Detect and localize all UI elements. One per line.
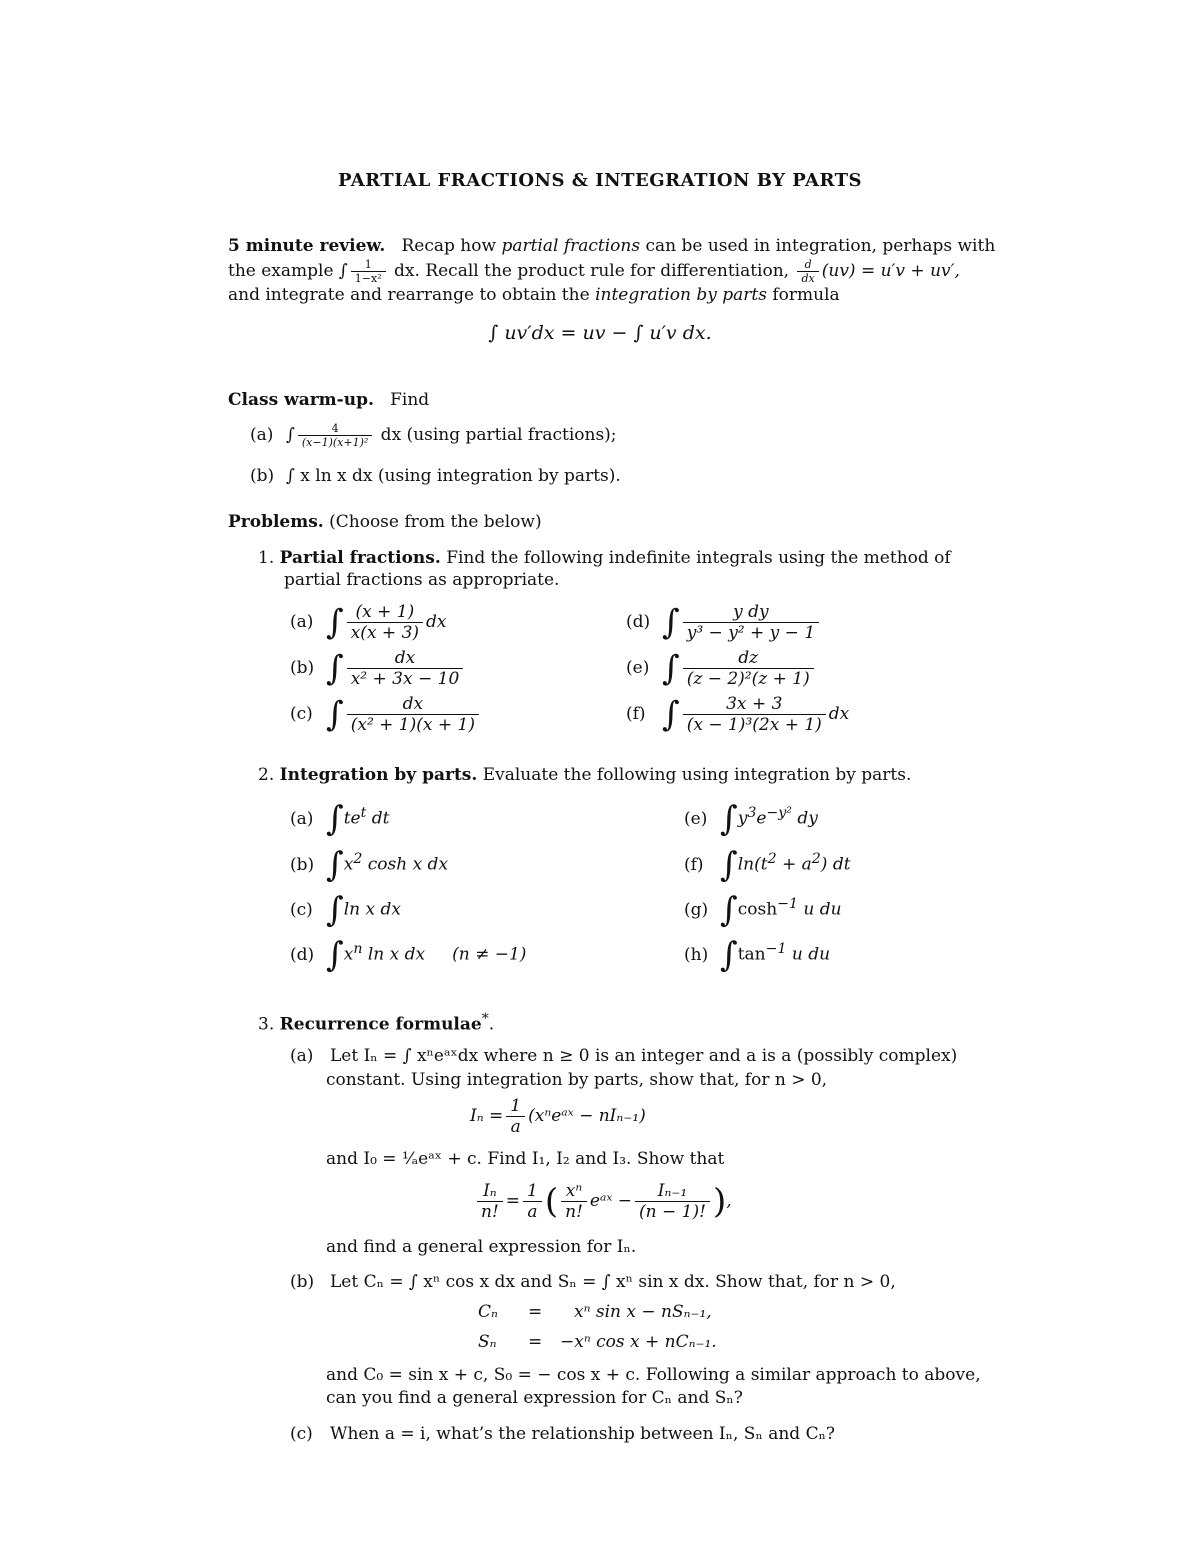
integrand-tail: u du — [786, 944, 831, 965]
integral-sign: ∫ — [326, 799, 344, 839]
fraction-denominator: x² + 3x − 10 — [347, 668, 464, 689]
integrand-fraction — [683, 694, 826, 735]
integral-sign: ∫ — [720, 799, 738, 839]
integrand: x — [343, 854, 354, 875]
exponent: 2 — [353, 850, 363, 867]
p2-item-c — [290, 890, 401, 930]
review-text: can be used in integration, perhaps with — [640, 236, 996, 256]
fraction-denominator: 1−x² — [351, 271, 386, 285]
integrand-tail: ln x dx (n ≠ −1) — [362, 944, 527, 965]
integral-sign: ∫ — [326, 694, 344, 735]
fraction-numerator: Iₙ — [483, 1181, 497, 1201]
p1-item-f — [626, 694, 849, 735]
integral-sign: ∫ — [720, 845, 738, 885]
example-fraction — [351, 258, 386, 285]
integral-sign: ∫ — [720, 890, 738, 930]
p3b-eq2-rhs: −xⁿ cos x + nCₙ₋₁. — [560, 1332, 717, 1352]
problem-heading: Partial fractions. — [279, 548, 441, 568]
fraction-numerator: xⁿ — [565, 1181, 583, 1201]
p3b-eq2-equals: = — [528, 1332, 543, 1352]
differential: dx — [426, 612, 447, 632]
review-text: and integrate and rearrange to obtain the — [228, 285, 596, 305]
warmup-item-b — [250, 466, 621, 486]
exponent: n — [353, 940, 363, 957]
integrand: te — [343, 808, 361, 829]
integrand-fraction — [683, 602, 819, 643]
problem-text: When a = i, what’s the relationship between Iₙ, Sₙ and Cₙ? — [330, 1424, 836, 1444]
exponent: 2 — [811, 850, 821, 867]
p1-item-c — [290, 694, 482, 735]
item-label: (c) — [290, 704, 313, 724]
problem-1-line-2: partial fractions as appropriate. — [284, 570, 560, 590]
left-paren: ( — [544, 1181, 559, 1222]
fraction-denominator: n! — [477, 1201, 503, 1222]
p3b-eq1-rhs: xⁿ sin x − nSₙ₋₁, — [574, 1302, 712, 1322]
fraction-denominator: (x − 1)³(2x + 1) — [683, 714, 826, 735]
item-label: (a) — [290, 1046, 314, 1066]
derivative-fraction — [797, 258, 818, 285]
p1-item-b — [290, 648, 466, 689]
fraction-numerator: 1 — [510, 1096, 522, 1116]
integrand: x — [343, 944, 354, 965]
fraction-denominator: x(x + 3) — [347, 622, 423, 643]
integrand: ln(t — [737, 854, 768, 875]
problem-2-line — [258, 765, 911, 785]
item-label: (c) — [290, 899, 313, 920]
warmup-line — [228, 390, 429, 410]
integrand-tail: e — [756, 808, 767, 829]
item-label: (d) — [626, 612, 651, 632]
fraction-denominator: y³ − y² + y − 1 — [683, 622, 819, 643]
exponent: 3 — [747, 804, 757, 821]
integrand-fraction — [683, 648, 814, 689]
p3b-line-1 — [290, 1272, 896, 1292]
exponent: −1 — [765, 940, 787, 957]
item-label: (a) — [290, 612, 314, 632]
exponent: t — [360, 804, 367, 821]
equation-fraction — [635, 1181, 710, 1222]
fraction-numerator: (x + 1) — [355, 602, 415, 622]
p2-item-b — [290, 845, 449, 885]
p2-item-f — [684, 845, 851, 885]
p2-item-e — [684, 799, 818, 839]
problem-number: 3. — [258, 1014, 275, 1035]
p3b-line-2: and C₀ = sin x + c, S₀ = − cos x + c. Following a similar approach to above, — [326, 1365, 981, 1385]
integrand-tail: dt — [366, 808, 390, 829]
fraction-denominator: n! — [561, 1201, 587, 1222]
p3a-line-1 — [290, 1046, 957, 1066]
equation-lhs: Iₙ = — [470, 1106, 504, 1126]
integrand-fraction — [347, 602, 423, 643]
fraction-numerator: dx — [394, 648, 416, 668]
problem-text: Let Cₙ = ∫ xⁿ cos x dx and Sₙ = ∫ xⁿ sin x dx. Show that, for n > 0, — [330, 1272, 896, 1292]
fraction-numerator: 3x + 3 — [726, 694, 783, 714]
integral-sign: ∫ — [720, 935, 738, 975]
item-label: (f) — [684, 854, 704, 875]
problems-subtitle: (Choose from the below) — [329, 512, 542, 532]
integral-sign: ∫ — [662, 694, 680, 735]
p2-item-h — [684, 935, 831, 975]
item-label: (b) — [290, 658, 315, 678]
integrand: y — [737, 808, 748, 829]
p3a-line-2: constant. Using integration by parts, show that, for n > 0, — [326, 1070, 828, 1090]
p1-item-e — [626, 648, 817, 689]
integrand: tan — [737, 944, 766, 965]
fraction-denominator: (x−1)(x+1)² — [298, 435, 372, 449]
review-heading: 5 minute review. — [228, 236, 386, 256]
star-mark: * — [481, 1011, 489, 1027]
integrand-tail: dy — [791, 808, 818, 829]
p1-item-d — [626, 602, 822, 643]
warmup-text: ∫ x ln x dx (using integration by parts). — [286, 466, 621, 486]
equation-fraction — [523, 1181, 542, 1222]
p3c-line — [290, 1424, 835, 1444]
right-paren: ) — [712, 1181, 727, 1222]
problem-number: 1. — [258, 548, 275, 568]
exponent: −y² — [766, 804, 792, 821]
item-label: (d) — [290, 944, 315, 965]
fraction-denominator: a — [523, 1201, 542, 1222]
problem-3-line — [258, 1011, 494, 1035]
warmup-item-a — [250, 422, 617, 449]
p3b-eq1-lhs: Cₙ — [478, 1302, 498, 1322]
problems-line — [228, 512, 542, 532]
p2-item-a — [290, 799, 390, 839]
fraction-numerator: 4 — [331, 422, 339, 435]
p1-item-a — [290, 602, 447, 643]
exponent: −1 — [777, 895, 799, 912]
problems-heading: Problems. — [228, 512, 324, 532]
equation-comma: , — [726, 1191, 732, 1211]
fraction-denominator: (z − 2)²(z + 1) — [683, 668, 814, 689]
fraction-numerator: dx — [402, 694, 424, 714]
equation-fraction — [506, 1096, 525, 1137]
equation-rhs: (xⁿeᵃˣ − nIₙ₋₁) — [528, 1106, 646, 1126]
review-text: the example ∫ — [228, 261, 348, 281]
warmup-text: dx (using partial fractions); — [375, 425, 617, 445]
p3a-line-4: and find a general expression for Iₙ. — [326, 1237, 637, 1257]
warmup-fraction — [298, 422, 372, 449]
review-emphasis: partial fractions — [501, 236, 641, 256]
item-label: (b) — [290, 854, 315, 875]
fraction-denominator: (x² + 1)(x + 1) — [347, 714, 479, 735]
p3b-line-3: can you find a general expression for Cₙ and Sₙ? — [326, 1388, 743, 1408]
integral-sign: ∫ — [326, 648, 344, 689]
review-text: formula — [766, 285, 840, 305]
fraction-numerator: 1 — [527, 1181, 538, 1201]
item-label: (g) — [684, 899, 709, 920]
fraction-numerator: d — [804, 258, 812, 271]
equation-fraction — [561, 1181, 587, 1222]
integral-sign: ∫ — [326, 935, 344, 975]
p3a-equation-1 — [470, 1096, 646, 1137]
heading-dot: . — [488, 1014, 495, 1035]
fraction-denominator: (n − 1)! — [635, 1201, 710, 1222]
fraction-numerator: Iₙ₋₁ — [657, 1181, 688, 1201]
item-label: (b) — [250, 466, 275, 486]
fraction-numerator: dz — [738, 648, 759, 668]
page-title: PARTIAL FRACTIONS & INTEGRATION BY PARTS — [337, 170, 863, 191]
item-label: (e) — [626, 658, 650, 678]
p3b-eq2-lhs: Sₙ — [478, 1332, 497, 1352]
exponent: 2 — [767, 850, 777, 867]
p2-item-d — [290, 935, 527, 975]
warmup-heading: Class warm-up. — [228, 390, 374, 410]
warmup-text: Find — [390, 390, 430, 410]
integrand-tail: u du — [798, 899, 842, 920]
integrand-tail: ) dt — [820, 854, 851, 875]
fraction-numerator: y dy — [733, 602, 769, 622]
review-emphasis: integration by parts — [595, 285, 767, 305]
fraction-denominator: dx — [797, 271, 818, 285]
integral-sign: ∫ — [286, 425, 295, 445]
review-text: Recap how — [401, 236, 502, 256]
item-label: (h) — [684, 944, 709, 965]
integrand-tail: + a — [776, 854, 812, 875]
ibp-formula: ∫ uv′dx = uv − ∫ u′v dx. — [488, 322, 712, 344]
product-rule: (uv) = u′v + uv′, — [821, 261, 960, 281]
item-label: (f) — [626, 704, 646, 724]
review-line-3 — [228, 285, 840, 305]
integrand: ln x dx — [343, 899, 401, 920]
integrand: cosh — [737, 899, 778, 920]
problem-heading: Integration by parts. — [279, 765, 478, 785]
review-text: dx. Recall the product rule for differentiation, — [388, 261, 795, 281]
review-line-2 — [228, 258, 960, 285]
problem-1-line-1 — [258, 548, 951, 568]
integral-sign: ∫ — [326, 845, 344, 885]
integral-sign: ∫ — [326, 890, 344, 930]
equals-sign: = — [505, 1191, 521, 1211]
p3a-equation-2 — [474, 1181, 732, 1222]
equation-middle: eᵃˣ − — [589, 1191, 633, 1211]
problem-text: Find the following indefinite integrals using the method of — [446, 548, 951, 568]
differential: dx — [828, 704, 850, 724]
integral-sign: ∫ — [662, 648, 680, 689]
integral-sign: ∫ — [662, 602, 680, 643]
item-label: (a) — [250, 425, 274, 445]
integrand-fraction — [347, 694, 479, 735]
integrand-fraction — [347, 648, 464, 689]
item-label: (c) — [290, 1424, 313, 1444]
problem-heading: Recurrence formulae — [279, 1014, 482, 1035]
problem-text: Evaluate the following using integration by parts. — [482, 765, 912, 785]
problem-number: 2. — [258, 765, 275, 785]
item-label: (a) — [290, 808, 314, 829]
fraction-numerator: 1 — [364, 258, 372, 271]
integrand-tail: cosh x dx — [362, 854, 449, 875]
problem-text: Let Iₙ = ∫ xⁿeᵃˣdx where n ≥ 0 is an integer and a is a (possibly complex) — [330, 1046, 958, 1066]
p3a-line-3: and I₀ = ¹⁄ₐeᵃˣ + c. Find I₁, I₂ and I₃. Show that — [326, 1149, 725, 1169]
p2-item-g — [684, 890, 842, 930]
p3b-eq1-equals: = — [528, 1302, 543, 1322]
fraction-denominator: a — [506, 1116, 525, 1137]
equation-fraction — [477, 1181, 503, 1222]
review-line-1 — [228, 236, 995, 256]
integral-sign: ∫ — [326, 602, 344, 643]
item-label: (e) — [684, 808, 708, 829]
item-label: (b) — [290, 1272, 315, 1292]
